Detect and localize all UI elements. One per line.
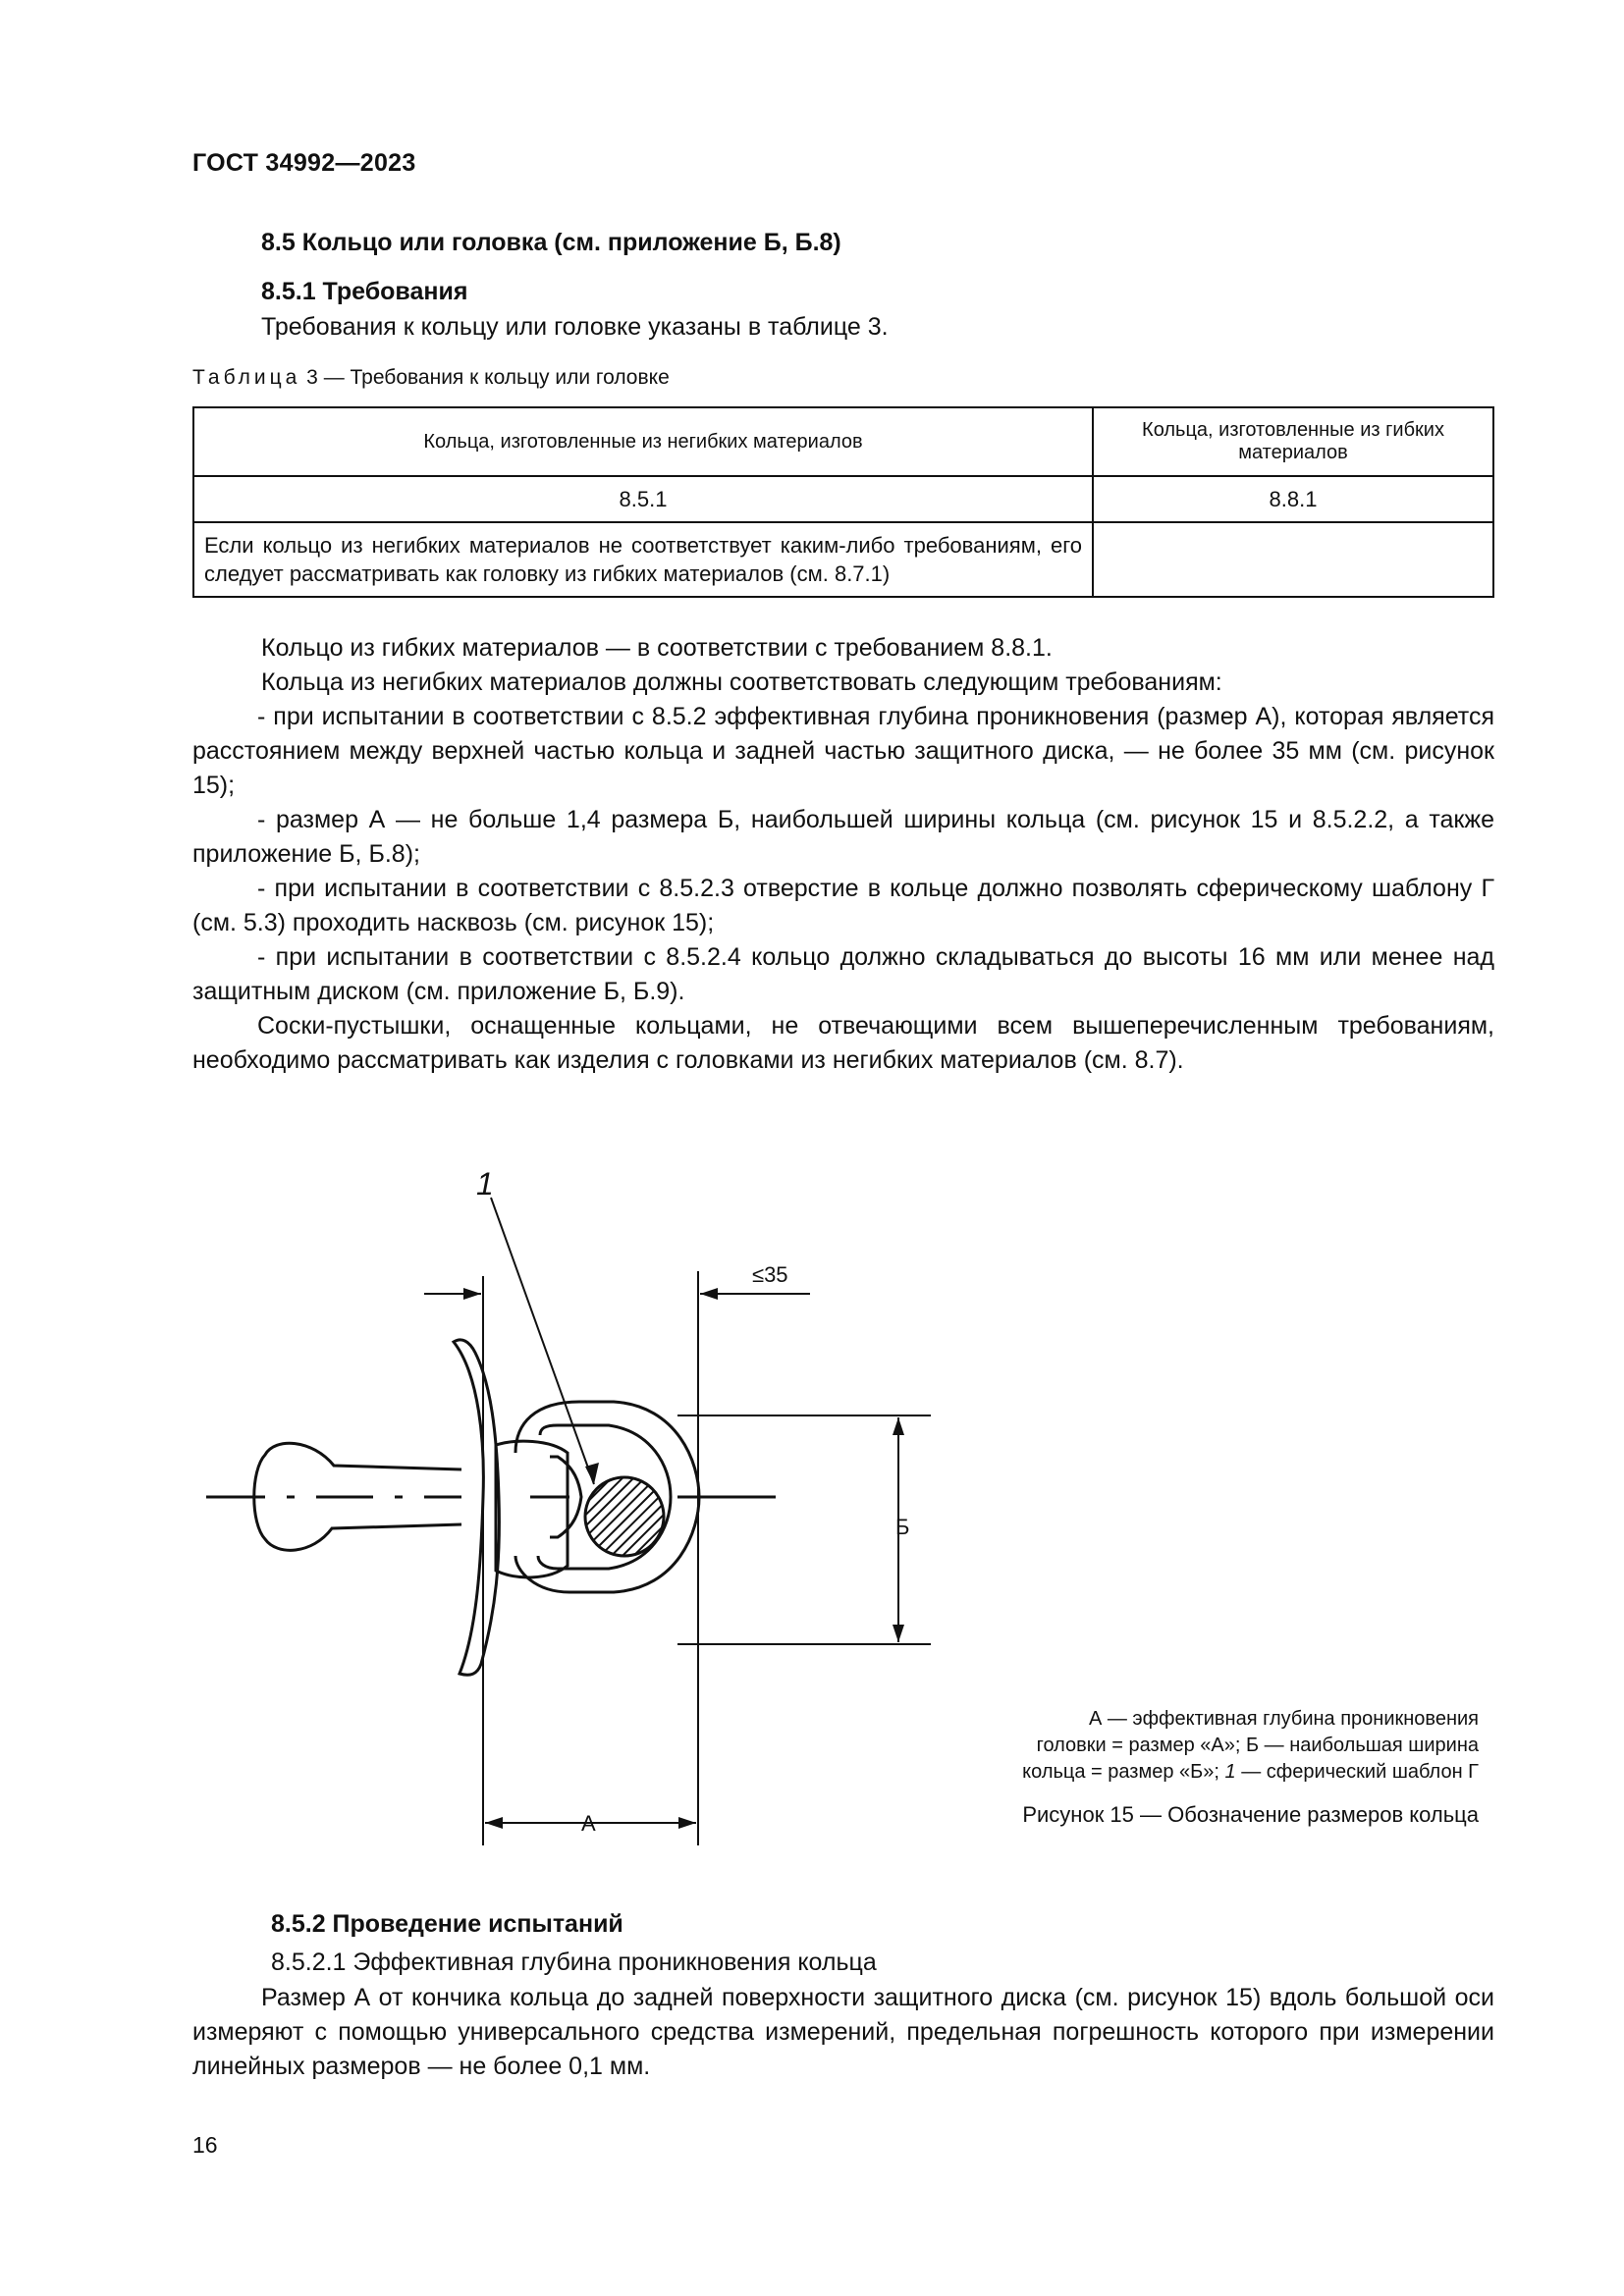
requirement-item-sphere: - при испытании в соответствии с 8.5.2.3 отверстие в кольце должно позволять сферическому шаблону Г (см. 5.3) проходить насквозь (см. рисунок 15); — [192, 875, 1494, 936]
figure-legend-line: головки = размер «А»; Б — наибольшая ширина — [1036, 1735, 1479, 1756]
table-caption-rest: 3 — Требования к кольцу или головке — [300, 366, 670, 389]
dim-label-a: А — [581, 1811, 596, 1836]
requirement-item-ratio: - размер А — не больше 1,4 размера Б, наибольшей ширины кольца (см. рисунок 15 и 8.5.2.2, а также приложение Б, Б.8); — [192, 806, 1494, 868]
spherical-gauge — [585, 1477, 664, 1556]
section-title: 8.5 Кольцо или головка (см. приложение Б, Б.8) — [261, 229, 841, 256]
dim-top-right-arrow-icon — [700, 1288, 718, 1300]
dim-label-b: Б — [895, 1515, 910, 1539]
figure-caption: Рисунок 15 — Обозначение размеров кольца — [1022, 1802, 1479, 1827]
intro-text: Требования к кольцу или головке указаны в таблице 3. — [261, 313, 889, 341]
document-header-id: ГОСТ 34992—2023 — [192, 149, 416, 177]
page-number: 16 — [192, 2132, 218, 2158]
table-caption-word: Таблица — [192, 366, 301, 389]
figure-legend — [943, 1706, 1479, 1786]
dim-label-max-35: ≤35 — [752, 1262, 788, 1287]
requirement-item-fold: - при испытании в соответствии с 8.5.2.4 кольцо должно складываться до высоты 16 мм или менее над защитным диском (см. приложение Б, Б.9). — [192, 943, 1494, 1005]
table-header-cell-flexible: Кольца, изготовленные из гибких материалов — [1093, 407, 1493, 476]
shield-hub — [496, 1441, 568, 1577]
table-cell-ref-rigid: 8.5.1 — [193, 476, 1093, 522]
figure-legend-number: 1 — [1224, 1761, 1236, 1783]
table-cell-note: Если кольцо из негибких материалов не соответствует каким-либо требованиям, его следует рассматривать как головку из гибких материалов (см. 8.7.1) — [193, 522, 1093, 597]
paragraph-noncompliant: Соски-пустышки, оснащенные кольцами, не отвечающими всем вышеперечисленным требованиям, необходимо рассматривать как изделия с головками из негибких материалов (см. 8.7). — [192, 1012, 1494, 1074]
section2-title: 8.5.2 Проведение испытаний — [271, 1910, 623, 1938]
figure-legend-line — [943, 1759, 1479, 1786]
figure-legend-text: кольца = размер «Б»; — [1022, 1761, 1225, 1783]
dim-b-bottom-arrow-icon — [893, 1625, 904, 1642]
requirement-item-depth: - при испытании в соответствии с 8.5.2 эффективная глубина проникновения (размер А), которая является расстоянием между верхней частью кольца и задней частью защитного диска, — не более 35 мм (см. рисунок 15); — [192, 703, 1494, 799]
figure-legend-line: А — эффективная глубина проникновения — [1088, 1708, 1479, 1730]
shield-disc — [454, 1340, 499, 1675]
dim-top-left-arrow-icon — [463, 1288, 481, 1300]
subsection-title: 8.5.1 Требования — [261, 278, 468, 305]
table-header-cell-rigid: Кольца, изготовленные из негибких материалов — [193, 407, 1093, 476]
paragraph-flexible-ring: Кольцо из гибких материалов — в соответствии с требованием 8.8.1. — [261, 634, 1053, 662]
figure-legend-text: — сферический шаблон Г — [1235, 1761, 1479, 1783]
section2-text: Размер А от кончика кольца до задней поверхности защитного диска (см. рисунок 15) вдоль большой оси измеряют с помощью универсального средства измерений, предельная погрешность которого при измерении линейных размеров — не более 0,1 мм. — [192, 1984, 1494, 2080]
table-cell-ref-flexible: 8.8.1 — [1093, 476, 1493, 522]
section2-subtitle: 8.5.2.1 Эффективная глубина проникновения кольца — [271, 1949, 877, 1976]
dim-a-right-arrow-icon — [678, 1817, 696, 1829]
dim-b-top-arrow-icon — [893, 1417, 904, 1435]
paragraph-rigid-ring: Кольца из негибких материалов должны соответствовать следующим требованиям: — [261, 668, 1222, 696]
dim-a-left-arrow-icon — [485, 1817, 503, 1829]
callout-label: 1 — [476, 1166, 494, 1201]
